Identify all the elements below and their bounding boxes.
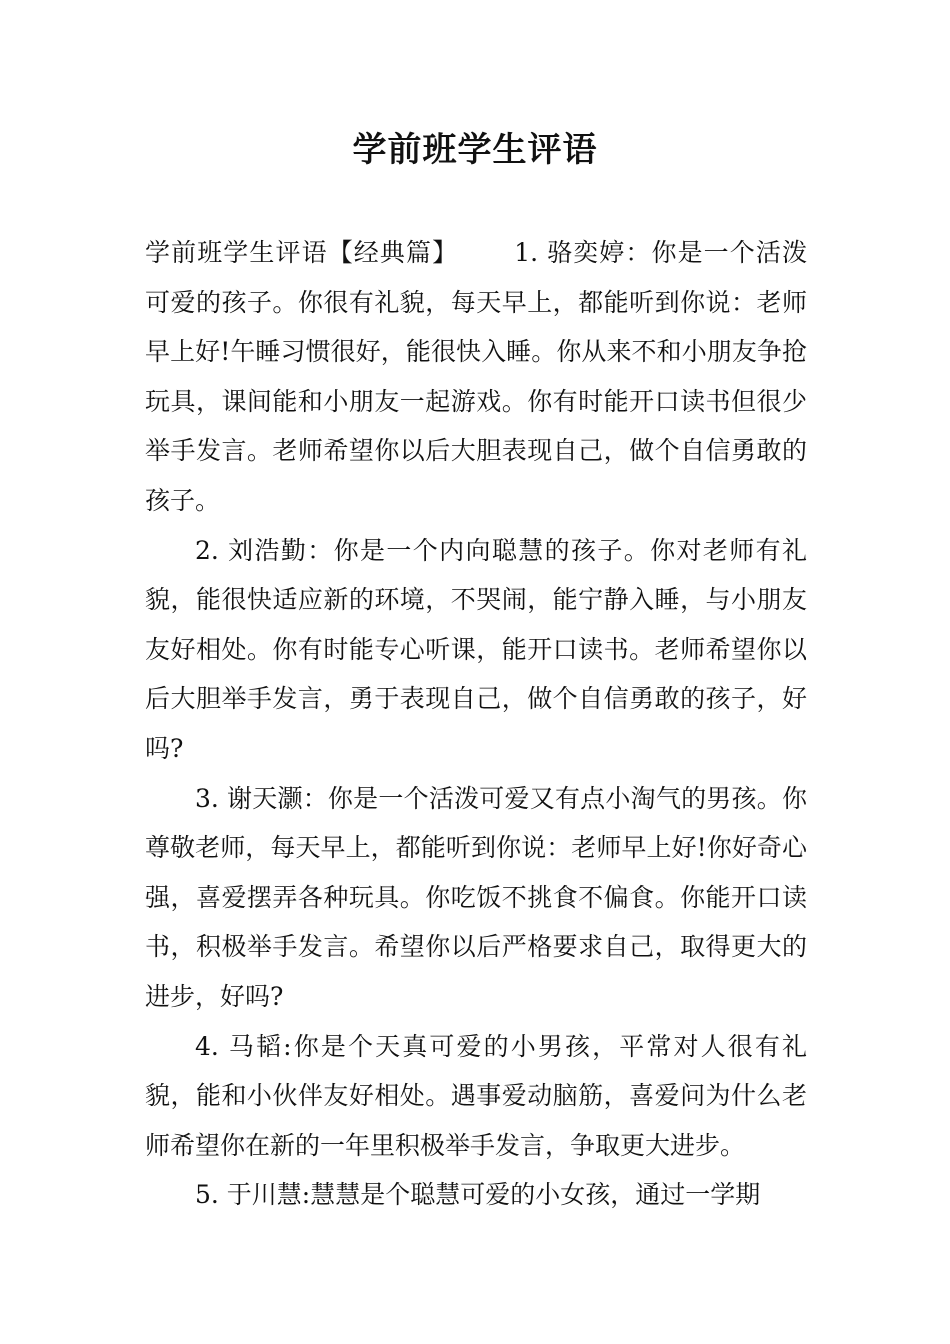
paragraph-3: 3. 谢天灏：你是一个活泼可爱又有点小淘气的男孩。你尊敬老师，每天早上，都能听到你说：老师早上好!你好奇心强，喜爱摆弄各种玩具。你吃饭不挑食不偏食。你能开口读书，积极举手发言。希望你以后严格要求自己，取得更大的进步，好吗? (145, 783, 807, 1011)
paragraph-1 (145, 228, 807, 526)
paragraph-1-text: 1. 骆奕婷：你是一个活泼可爱的孩子。你很有礼貌，每天早上，都能听到你说：老师早上好!午睡习惯很好，能很快入睡。你从来不和小朋友争抢玩具，课间能和小朋友一起游戏。你有时能开口读书但很少举手发言。老师希望你以后大胆表现自己，做个自信勇敢的孩子。 (145, 238, 807, 515)
document-body (145, 228, 807, 1220)
paragraph-5: 5. 于川慧:慧慧是个聪慧可爱的小女孩，通过一学期 (195, 1180, 761, 1210)
paragraph-4: 4. 马韬:你是个天真可爱的小男孩，平常对人很有礼貌，能和小伙伴友好相处。遇事爱动脑筋，喜爱问为什么老师希望你在新的一年里积极举手发言，争取更大进步。 (145, 1031, 807, 1160)
section-heading: 学前班学生评语【经典篇】 (145, 238, 459, 267)
paragraph-2: 2. 刘浩勤：你是一个内向聪慧的孩子。你对老师有礼貌，能很快适应新的环境，不哭闹，能宁静入睡，与小朋友友好相处。你有时能专心听课，能开口读书。老师希望你以后大胆举手发言，勇于表现自己，做个自信勇敢的孩子，好吗? (145, 535, 807, 763)
document-title: 学前班学生评语 (352, 130, 598, 170)
